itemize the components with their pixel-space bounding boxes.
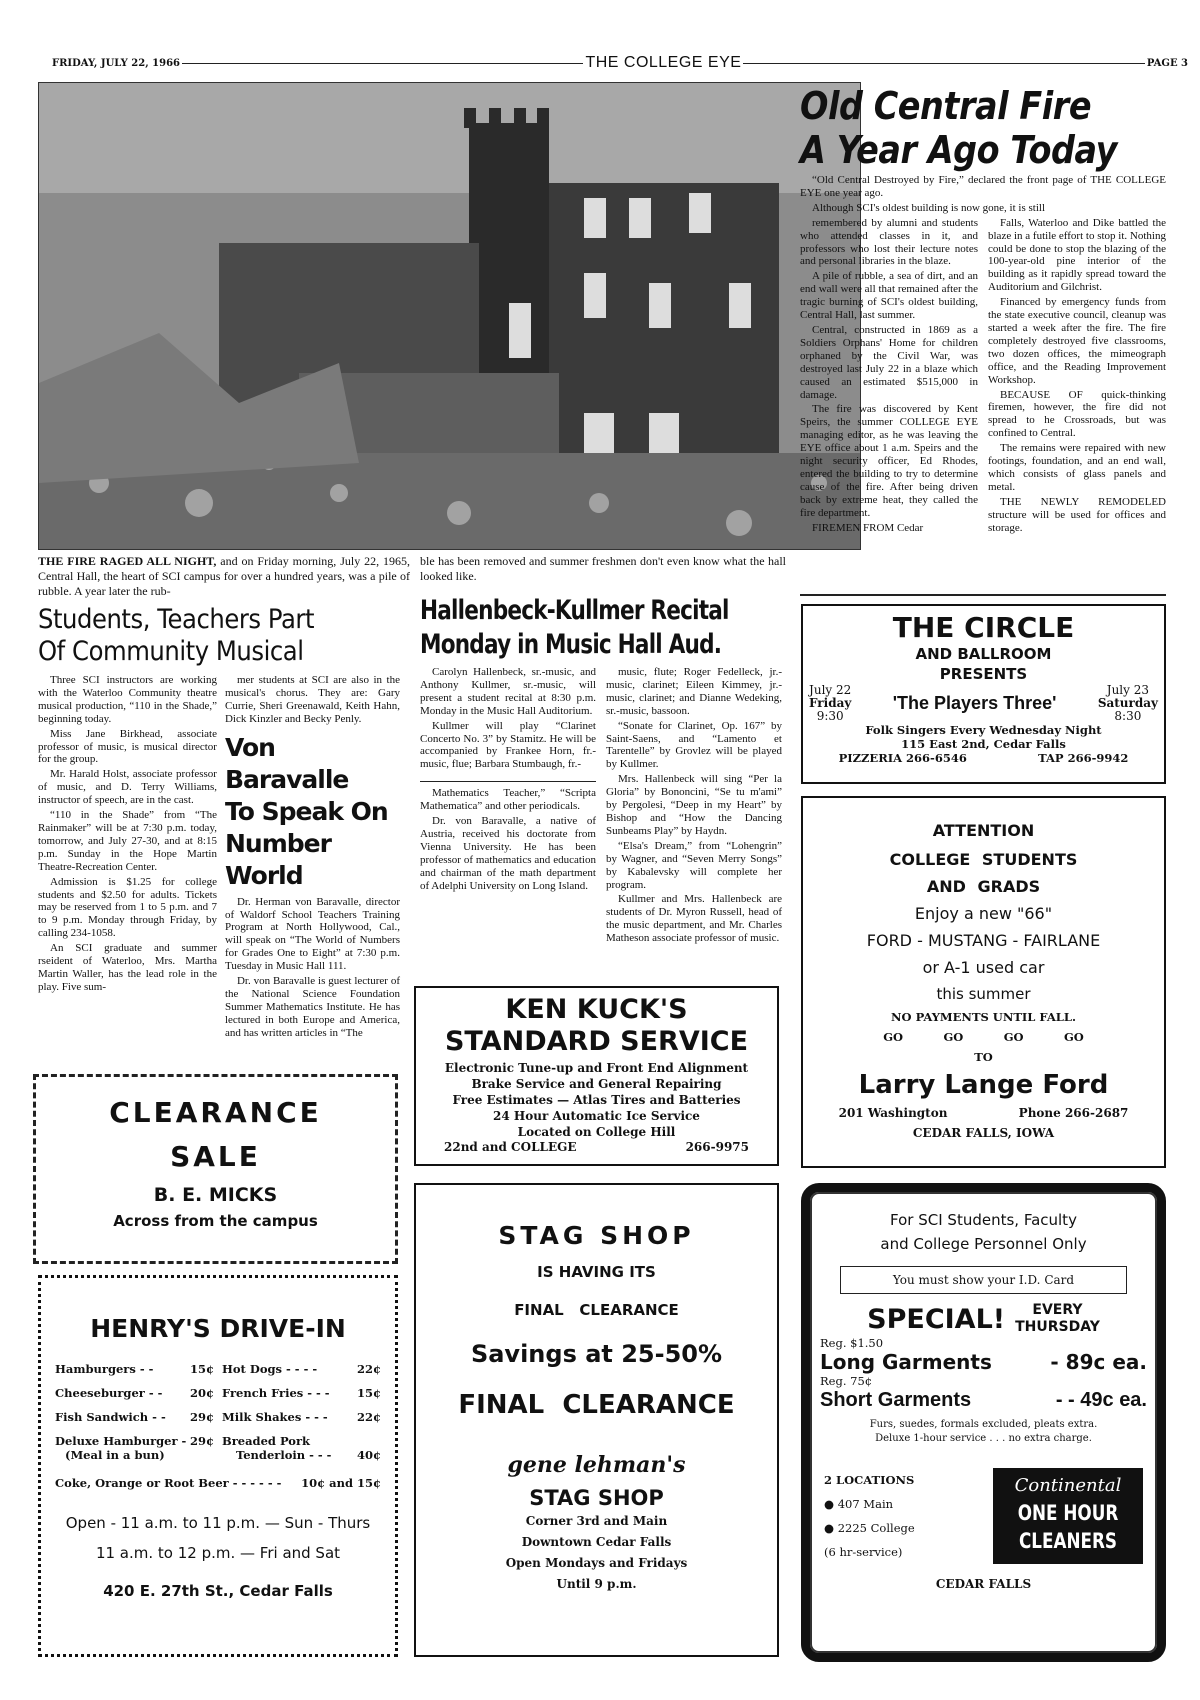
location-note: (6 hr-service) [824, 1545, 903, 1559]
paragraph: Falls, Waterloo and Dike battled the blaze in a futile effort to stop it. Nothing could be done to stop the blazing of the 100-year-old pine interior of the building as it rapidly spread toward the Auditorium and Gilchrist. [988, 216, 1166, 294]
headline: Of Community Musical [38, 636, 304, 667]
menu-item-price: 40¢ [356, 1448, 381, 1462]
ad-line: Enjoy a new "66" [914, 904, 1053, 923]
paragraph: Kullmer and Mrs. Hallenbeck are students of Dr. Myron Russell, head of the music department, and Mr. Charles Matheson associate professor of music. [606, 893, 782, 945]
ad-line: COLLEGE STUDENTS [889, 850, 1078, 869]
service-price: - - 49c ea. [1055, 1389, 1147, 1411]
headline: Von Baravalle [224, 732, 349, 794]
regular-price: Reg. 75¢ [820, 1374, 873, 1388]
article-column [38, 674, 217, 1042]
menu-item-name: Hamburgers - - [55, 1362, 154, 1376]
date: July 22 [809, 683, 852, 697]
fine-print: Deluxe 1-hour service . . . no extra charge. [875, 1433, 1092, 1444]
day: Friday [809, 696, 852, 710]
fire-ruins-photo [38, 82, 861, 550]
article-column [800, 217, 978, 537]
hours: 11 a.m. to 12 p.m. — Fri and Sat [95, 1544, 341, 1562]
city: CEDAR FALLS [935, 1577, 1032, 1591]
menu-item-price: 15¢ [356, 1386, 381, 1400]
article-intro [800, 174, 1166, 215]
recital-article [420, 594, 782, 947]
ad-line: Brake Service and General Repairing [471, 1077, 722, 1091]
ad-title: HENRY'S DRIVE-IN [90, 1314, 346, 1343]
time: 9:30 [816, 709, 844, 723]
id-notice: You must show your I.D. Card [840, 1266, 1127, 1294]
headline: Hallenbeck-Kullmer Recital [420, 595, 729, 626]
ad-line: THURSDAY [1015, 1319, 1100, 1335]
menu-item-name: Fish Sandwich - - [55, 1410, 166, 1424]
ad-line: Located on College Hill [517, 1125, 676, 1139]
time: 8:30 [1114, 709, 1142, 723]
paragraph: The fire was discovered by Kent Speirs, the summer COLLEGE EYE managing editor, as he was leaving the EYE office about 1 a.m. Speirs and the night security officer, Ed Rhodes, entered the building to try to determine cause of the fire. After being driven back by extreme heat, they called the fire department. [800, 403, 978, 519]
menu [41, 1362, 395, 1462]
ad-title: STANDARD SERVICE [444, 1026, 749, 1057]
menu-item-price: 22¢ [356, 1362, 381, 1376]
headline: Students, Teachers Part [38, 604, 315, 635]
fine-print: Furs, suedes, formals excluded, pleats extra. [869, 1419, 1098, 1430]
masthead: THE COLLEGE EYE [585, 54, 742, 71]
paragraph: FIREMEN FROM Cedar [812, 521, 924, 534]
musical-article [38, 604, 400, 1042]
menu-item-name: Coke, Orange or Root Beer - - - - - - [55, 1476, 282, 1490]
menu-item-name: Tenderloin - - - [236, 1448, 332, 1462]
paragraph: remembered by alumni and students who attended classes in it, and professors who lost their lecture notes and personal libraries in the blaze. [800, 216, 978, 268]
ad-line: ATTENTION [932, 821, 1035, 840]
menu-item [222, 1434, 381, 1462]
clearance-sale-ad [33, 1074, 398, 1264]
bullet-icon: ● [824, 1521, 838, 1535]
address: 201 Washington [838, 1106, 948, 1120]
phone: 266-9975 [685, 1140, 749, 1154]
ad-line: 115 East 2nd, Cedar Falls [901, 737, 1066, 751]
paragraph: An SCI graduate and summer rseident of Waterloo, Mrs. Martha Martin Waller, has the lead role in the play. Five sum- [38, 942, 217, 993]
paragraph: music, flute; Roger Fedelleck, jr.-music, clarinet; Eileen Kimmey, jr.-music, clarinet; and Dianne Wedeking, sr.-music, bassoon. [606, 666, 782, 717]
menu-item-note: (Meal in a bun) [65, 1448, 165, 1462]
ad-subtitle: AND BALLROOM [915, 645, 1052, 663]
paragraph: Admission is $1.25 for college students and $2.50 for adults. Tickets may be reserved from 1 to 5 p.m. and 7 to 9 p.m. Monday through Friday, by calling 234-1058. [38, 875, 217, 940]
date: July 23 [1106, 683, 1150, 697]
paragraph: Although SCI's oldest building is now gone, it is still [812, 201, 1045, 214]
address: 22nd and COLLEGE [444, 1140, 577, 1154]
dealer-name: Larry Lange Ford [858, 1070, 1109, 1100]
ad-line: FORD - MUSTANG - FAIRLANE [866, 931, 1101, 950]
paragraph: The remains were repaired with new footings, foundation, and an end wall, which consists of glass panels and metal. [988, 442, 1166, 493]
menu-item-price: 29¢ [189, 1410, 214, 1424]
baravalle-article [225, 732, 400, 1040]
ad-line: NO PAYMENTS UNTIL FALL. [891, 1010, 1076, 1024]
paragraph: Mathematics Teacher,” “Scripta Mathematica” and other periodicals. [420, 787, 596, 813]
ad-line: For SCI Students, Faculty [890, 1211, 1077, 1229]
menu-item-price: 29¢ [189, 1434, 214, 1448]
menu-item-price: 15¢ [189, 1362, 214, 1376]
photo-caption-continued: ble has been removed and summer freshmen don't even know what the hall looked like. [420, 554, 786, 583]
fire-article [800, 84, 1166, 536]
act-name: 'The Players Three' [892, 693, 1057, 713]
ad-line: Electronic Tune-up and Front End Alignment [444, 1061, 749, 1075]
phone: PIZZERIA 266-6546 [838, 751, 967, 765]
ad-line: Corner 3rd and Main [525, 1514, 668, 1528]
ad-line: 24 Hour Automatic Ice Service [493, 1109, 700, 1123]
article-column [606, 666, 782, 947]
paragraph: Dr. von Baravalle, a native of Austria, received his doctorate from Vienna University. He has been professor of mathematics and education and chairman of the math department of Adelphi University on Long Island. [420, 815, 596, 892]
larry-lange-ford-ad [801, 796, 1166, 1168]
service-name: Long Garments [820, 1350, 992, 1374]
ad-line: Folk Singers Every Wednesday Night [865, 723, 1102, 737]
ad-line: Savings at 25-50% [470, 1340, 723, 1368]
paragraph: Dr. Herman von Baravalle, director of Waldorf School Teachers Training Program at North Hollywood, Cal., will speak on “The World of Numbers for Grades One to Eight” at 7:30 p.m. Tuesday in Music Hall 111. [224, 895, 400, 973]
phone: TAP 266-9942 [1038, 751, 1129, 765]
paragraph: BECAUSE OF quick-thinking firemen, however, the fire did not spread to he Crossroads, but was confined to Central. [988, 388, 1166, 440]
ad-line: this summer [936, 985, 1031, 1003]
menu-item [55, 1434, 214, 1462]
bullet-icon: ● [824, 1497, 838, 1511]
phone: Phone 266-2687 [1018, 1106, 1129, 1120]
ad-title: CLEARANCE [109, 1096, 322, 1129]
headline: Monday in Music Hall Aud. [420, 629, 722, 660]
menu-item [222, 1410, 381, 1424]
menu-item-name: Deluxe Hamburger - [55, 1434, 187, 1448]
paragraph: Dr. von Baravalle is guest lecturer of the National Science Foundation Summer Mathematics Institute. He has lectured in both Europe and America, and has written articles in “The [224, 975, 400, 1039]
continental-logo [993, 1468, 1143, 1564]
paragraph: “Old Central Destroyed by Fire,” declared the front page of THE COLLEGE EYE one year ago. [800, 174, 1166, 199]
page-number: PAGE 3 [1146, 57, 1189, 69]
paragraph: Financed by emergency funds from the state executive council, cleanup was started a week after the fire. The fire completely destroyed five classrooms, two dozen offices, the mimeograph office, and the Reading Improvement Workshop. [988, 296, 1166, 386]
go-text: GO [943, 1030, 964, 1044]
day: Saturday [1097, 696, 1158, 710]
paragraph: mer students at SCI are also in the musical's chorus. They are: Gary Currie, Sheri Greenawald, Keith Hahn, Dick Kinzler and Becky Penly. [224, 674, 400, 725]
headline: Number World [224, 828, 331, 890]
paragraph: “Sonate for Clarinet, Op. 167” by Saint-Saens, and “Lamento et Tarentelle” by Grovlez will be played by Kullmer. [606, 719, 782, 771]
go-text: GO [1063, 1030, 1084, 1044]
ad-line: Across from the campus [113, 1212, 318, 1230]
article-column [225, 674, 400, 726]
menu-item [55, 1410, 214, 1424]
location: 2225 College [837, 1521, 915, 1535]
article-column [988, 217, 1166, 537]
issue-date: FRIDAY, JULY 22, 1966 [52, 57, 181, 69]
menu-item-name: French Fries - - - [222, 1386, 330, 1400]
logo-text: ONE HOUR [1017, 1501, 1119, 1525]
store-script-logo: gene lehman's [507, 1452, 686, 1478]
ad-line: Until 9 p.m. [556, 1577, 637, 1591]
menu-item-price: 22¢ [356, 1410, 381, 1424]
caption-lead: THE FIRE RAGED ALL NIGHT, [38, 554, 217, 568]
paragraph: Miss Jane Birkhead, associate professor of music, is musical director for the group. [38, 727, 217, 766]
divider [800, 594, 1166, 596]
ad-line: or A-1 used car [922, 958, 1045, 977]
city: CEDAR FALLS, IOWA [912, 1126, 1055, 1140]
menu-item-name: Breaded Pork [222, 1434, 310, 1448]
circle-ad [801, 604, 1166, 784]
go-text: GO [883, 1030, 904, 1044]
photo-caption [38, 554, 410, 599]
menu-item [222, 1362, 381, 1376]
menu-item [55, 1362, 214, 1376]
paragraph: “110 in the Shade” from “The Rainmaker” will be at 7:30 p.m. today, tomorrow, and July 27-30, and at 8:15 p.m. Sunday in the Hope Martin Theatre-Recreation Center. [38, 809, 217, 873]
article-column [420, 666, 596, 771]
ad-line: AND GRADS [926, 877, 1041, 896]
menu-item-name: Hot Dogs - - - - [222, 1362, 318, 1376]
service-price: - 89c ea. [1050, 1350, 1147, 1374]
ad-title: KEN KUCK'S [505, 994, 688, 1025]
paragraph: THE NEWLY REMODELED structure will be used for offices and storage. [988, 495, 1166, 534]
service-list [416, 1060, 777, 1140]
ad-title: THE CIRCLE [892, 611, 1075, 644]
rule [743, 63, 1144, 64]
ad-line: and College Personnel Only [880, 1235, 1087, 1253]
caption-text: and on Friday morning, July 22, 1965, Central Hall, the heart of SCI campus for over a hundred years, was a pile of rubble. A year later the rub- [38, 554, 410, 598]
menu-item-name: Milk Shakes - - - [222, 1410, 328, 1424]
headline: Old Central Fire [800, 84, 1092, 128]
ad-title: STAG SHOP [498, 1221, 695, 1250]
paragraph: Three SCI instructors are working with the Waterloo Community theatre musical production, “110 in the Shade,” beginning today. [38, 674, 217, 725]
headline: To Speak On [224, 796, 388, 826]
locations-title: 2 LOCATIONS [824, 1473, 915, 1487]
ken-kuck-ad [414, 986, 779, 1166]
store-name: B. E. MICKS [153, 1184, 278, 1206]
ad-title: SALE [170, 1140, 261, 1173]
paragraph: A pile of rubble, a sea of dirt, and an end wall were all that remained after the tragic burning of SCI's oldest building, Central Hall, last summer. [800, 270, 978, 322]
ad-line: FINAL CLEARANCE [458, 1390, 735, 1420]
paragraph: Mr. Harald Holst, associate professor of music, and D. Terry Williams, instructor of speech, are in the cast. [38, 768, 217, 807]
article-column [420, 787, 596, 892]
regular-price: Reg. $1.50 [820, 1336, 884, 1350]
paragraph: Carolyn Hallenbeck, sr.-music, and Anthony Kullmer, sr.-music, will present a student recital at 8:30 p.m. Monday in the Music Hall Auditorium. [420, 666, 596, 717]
paragraph: Mrs. Hallenbeck will sing “Per la Gloria” by Bononcini, “Se tu m'ami” by Pergolesi, “Deep in my Heart” by Bishop and “How the Dancing Sunbeams Play” by Haydn. [606, 773, 782, 837]
service-name: Short Garments [820, 1389, 972, 1411]
ad-line: Downtown Cedar Falls [521, 1535, 672, 1549]
store-name: STAG SHOP [529, 1486, 664, 1510]
stag-shop-ad [414, 1183, 779, 1657]
ad-line: EVERY [1032, 1302, 1083, 1318]
store-info [416, 1511, 777, 1595]
menu-item [55, 1386, 214, 1400]
location: 407 Main [837, 1497, 894, 1511]
hours: Open - 11 a.m. to 11 p.m. — Sun - Thurs [65, 1514, 371, 1532]
go-text: GO [1003, 1030, 1024, 1044]
page-header [52, 55, 1188, 71]
menu-item-name: Cheeseburger - - [55, 1386, 163, 1400]
article-column [225, 896, 400, 1040]
ad-line: IS HAVING ITS [537, 1263, 656, 1281]
ad-line: Open Mondays and Fridays [505, 1556, 688, 1570]
ad-line: Free Estimates — Atlas Tires and Batteries [452, 1093, 741, 1107]
menu-item-price: 10¢ and 15¢ [301, 1476, 381, 1490]
logo-text: CLEANERS [1018, 1529, 1118, 1553]
logo-script: Continental [1014, 1475, 1122, 1496]
ad-subtitle: PRESENTS [939, 665, 1028, 683]
menu-item [222, 1386, 381, 1400]
address: 420 E. 27th St., Cedar Falls [103, 1582, 333, 1600]
rule [182, 63, 583, 64]
ad-line: TO [974, 1050, 993, 1064]
headline: A Year Ago Today [800, 128, 1117, 172]
special-banner: SPECIAL! [867, 1303, 1006, 1335]
ad-line: FINAL CLEARANCE [514, 1301, 679, 1319]
paragraph: Central, constructed in 1869 as a Soldiers Orphans' Home for children orphaned by the Civil War, was destroyed last July 22 in a blaze which caused an estimated $515,000 in damage. [800, 323, 978, 401]
menu-item-price: 20¢ [189, 1386, 214, 1400]
continental-cleaners-ad [801, 1183, 1166, 1662]
paragraph: Kullmer will play “Clarinet Concerto No. 3” by Stamitz. He will be accompanied by Frankee Horn, fr.-music, flue; Barbara Stumbaugh, fr.- [420, 719, 596, 771]
henrys-drive-in-ad [38, 1275, 398, 1657]
paragraph: “Elsa's Dream,” from “Lohengrin” by Wagner, and “Seven Merry Songs” by Kabalevsky will complete her program. [606, 839, 782, 891]
